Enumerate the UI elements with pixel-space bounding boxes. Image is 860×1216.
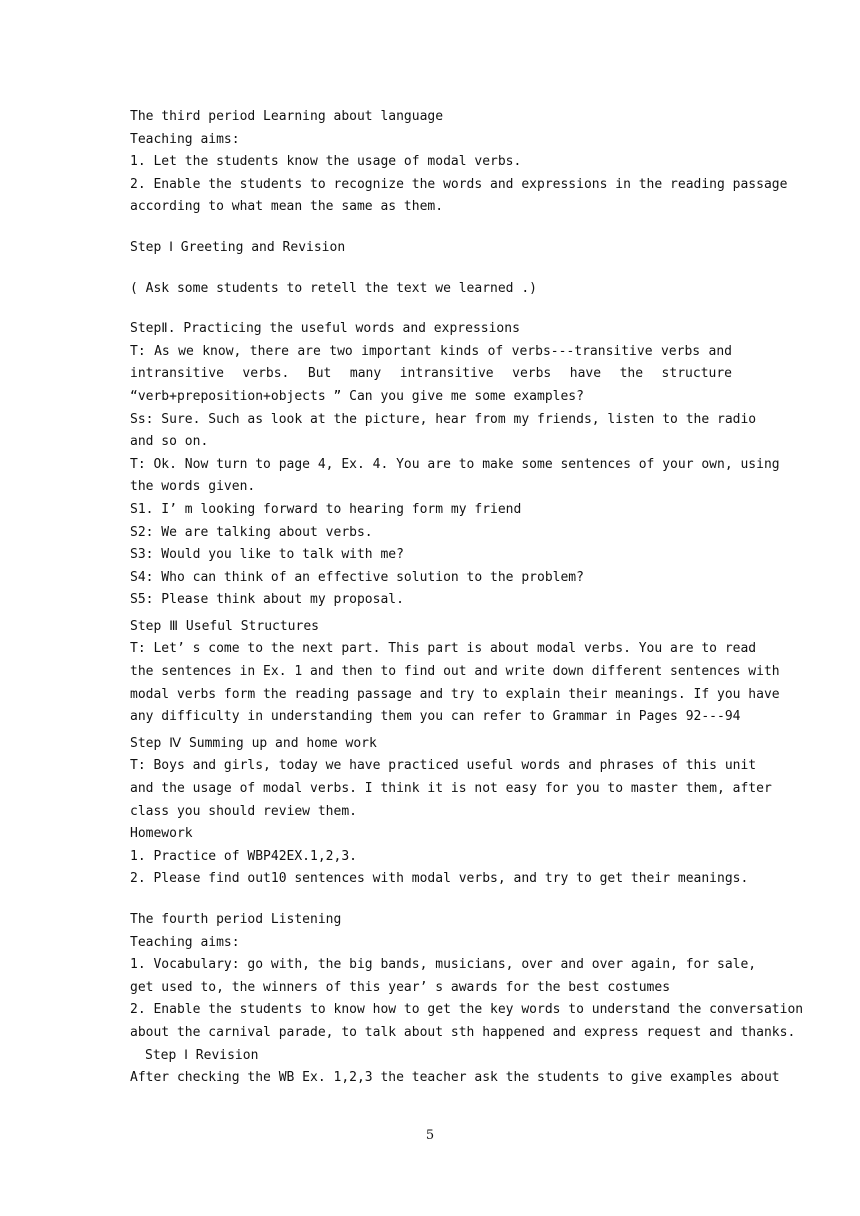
dialogue-line: “verb+preposition+objects ” Can you give me some examples? bbox=[130, 388, 584, 404]
example-sentence: S5: Please think about my proposal. bbox=[130, 592, 404, 608]
aim-item-continued: get used to, the winners of this year’ s awards for the best costumes bbox=[130, 979, 671, 995]
dialogue-line: modal verbs form the reading passage and try to explain their meanings. If you have bbox=[130, 686, 780, 702]
step-heading: Step Ⅳ Summing up and home work bbox=[130, 735, 377, 751]
aim-item: 1. Let the students know the usage of modal verbs. bbox=[130, 154, 522, 170]
example-sentence: S3: Would you like to talk with me? bbox=[130, 547, 404, 563]
period-heading: The third period Learning about language bbox=[130, 109, 444, 124]
dialogue-line: T: Boys and girls, today we have practiced useful words and phrases of this unit bbox=[130, 758, 757, 774]
dialogue-line: and so on. bbox=[130, 434, 209, 450]
example-sentence: S1. I’ m looking forward to hearing form my friend bbox=[130, 501, 522, 517]
dialogue-line: and the usage of modal verbs. I think it is not easy for you to master them, after bbox=[130, 781, 772, 797]
dialogue-line: the sentences in Ex. 1 and then to find out and write down different sentences with bbox=[130, 664, 780, 680]
dialogue-line: any difficulty in understanding them you can refer to Grammar in Pages 92---94 bbox=[130, 709, 741, 725]
teaching-aims-label: Teaching aims: bbox=[130, 131, 240, 147]
step-heading: StepⅡ. Practicing the useful words and expressions bbox=[130, 321, 520, 337]
step-heading: Step Ⅰ Greeting and Revision bbox=[130, 239, 346, 255]
dialogue-line: class you should review them. bbox=[130, 803, 357, 819]
dialogue-line: Ss: Sure. Such as look at the picture, hear from my friends, listen to the radio bbox=[130, 411, 757, 427]
aim-item: 1. Vocabulary: go with, the big bands, musicians, over and over again, for sale, bbox=[130, 957, 757, 973]
step-heading: Step Ⅰ Revision bbox=[145, 1047, 259, 1063]
instruction-line: After checking the WB Ex. 1,2,3 the teacher ask the students to give examples about bbox=[130, 1070, 780, 1086]
homework-label: Homework bbox=[130, 826, 193, 842]
page-number: 5 bbox=[425, 1128, 435, 1143]
example-sentence: S2: We are talking about verbs. bbox=[130, 524, 373, 540]
dialogue-line: T: Ok. Now turn to page 4, Ex. 4. You are to make some sentences of your own, using bbox=[130, 456, 780, 472]
aim-item-continued: about the carnival parade, to talk about sth happened and express request and thanks. bbox=[130, 1024, 796, 1040]
example-sentence: S4: Who can think of an effective solution to the problem? bbox=[130, 569, 584, 585]
step-heading: Step Ⅲ Useful Structures bbox=[130, 618, 319, 634]
dialogue-line: the words given. bbox=[130, 479, 256, 495]
document-body bbox=[130, 106, 804, 1090]
period-heading: The fourth period Listening bbox=[130, 912, 342, 927]
teaching-aims-label: Teaching aims: bbox=[130, 934, 240, 950]
aim-item: 2. Enable the students to recognize the words and expressions in the reading passage bbox=[130, 176, 788, 192]
dialogue-line: T: Let’ s come to the next part. This part is about modal verbs. You are to read bbox=[130, 641, 757, 657]
homework-item: 2. Please find out10 sentences with modal verbs, and try to get their meanings. bbox=[130, 871, 749, 887]
dialogue-line: intransitive verbs. But many intransitive verbs have the structure bbox=[130, 366, 732, 382]
instruction-line: ( Ask some students to retell the text we learned .) bbox=[130, 280, 537, 296]
aim-item: 2. Enable the students to know how to get the key words to understand the conversation bbox=[130, 1002, 804, 1018]
aim-item-continued: according to what mean the same as them. bbox=[130, 199, 444, 215]
dialogue-line: T: As we know, there are two important kinds of verbs---transitive verbs and bbox=[130, 343, 732, 359]
homework-item: 1. Practice of WBP42EX.1,2,3. bbox=[130, 848, 357, 864]
